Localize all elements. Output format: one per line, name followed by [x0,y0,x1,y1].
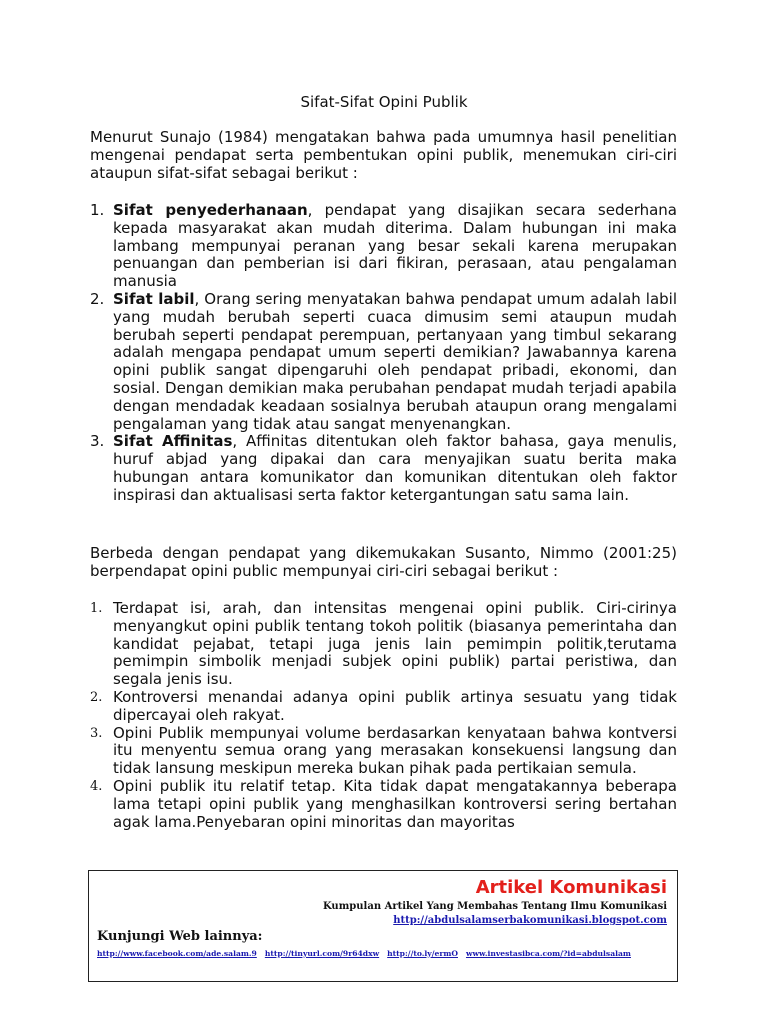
list-term: Sifat penyederhanaan [113,201,308,219]
footer-banner [88,870,678,982]
list-text: , pendapat yang disajikan secara sederhana kepada masyarakat akan mudah diterima. Dalam hubungan ini maka lambang mempunyai peranan yang besar sekali karena merupakan penuangan dan pemberian isi dari fikiran, perasaan, atau pengalaman manusia [113,201,677,291]
list-term: Sifat labil [113,289,195,308]
list-number: 3. [90,432,105,451]
list-text: , Orang sering menyatakan bahwa pendapat umum adalah labil yang mudah berubah seperti cuaca dimusim semi ataupun mudah berubah seperti pendapat perempuan, pertanyaan yang timbul sekarang adalah mengapa pendapat umum seperti demikian? Jawabannya karena opini publik sangat dipengaruhi oleh pendapat pribadi, ekonomi, dan sosial. Dengan demikian maka perubahan pendapat mudah terjadi apabila dengan mendadak keadaan sosialnya berubah ataupun orang mengalami pengalaman yang tidak atau sangat menyenangkan. [113,289,677,433]
list-item [90,291,677,433]
web-links [97,949,671,958]
list-item [90,689,677,725]
intro-paragraph: Menurut Sunajo (1984) mengatakan bahwa pada umumnya hasil penelitian mengenai pendapat serta pembentukan opini publik, menemukan ciri-ciri ataupun sifat-sifat sebagai berikut : [90,128,677,182]
page-title: Sifat-Sifat Opini Publik [300,93,468,111]
list-number: 1. [90,601,103,616]
traits-list-sunajo [90,202,677,505]
brand-tagline: Kumpulan Artikel Yang Membahas Tentang Ilmu Komunikasi [322,901,667,912]
brand-title: Artikel Komunikasi [475,877,667,898]
list-text: Kontroversi menandai adanya opini publik artinya sesuatu yang tidak dipercayai oleh rakyat. [113,687,677,724]
list-text: Opini publik itu relatif tetap. Kita tidak dapat mengatakannya beberapa lama tetapi opini publik yang menghasilkan kontroversi sering bertahan agak lama.Penyebaran opini minoritas dan mayoritas [113,776,677,831]
transition-paragraph: Berbeda dengan pendapat yang dikemukakan Susanto, Nimmo (2001:25) berpendapat opini public mempunyai ciri-ciri sebagai berikut : [90,544,677,580]
list-text: Opini Publik mempunyai volume berdasarkan kenyataan bahwa kontversi itu menyentu semua orang yang merasakan konsekuensi langsung dan tidak lansung meskipun mereka bukan pihak pada pertikaian semula. [113,723,677,778]
investasi-link[interactable]: www.investasibca.com/?id=abdulsalam [465,949,631,958]
list-item [90,600,677,689]
blog-link[interactable]: http://abdulsalamserbakomunikasi.blogspot.com [393,915,667,926]
list-item [90,778,677,831]
list-text: , Affinitas ditentukan oleh faktor bahasa, gaya menulis, huruf abjad yang dipakai dan cara menyajikan suatu berita maka hubungan antara komunikator dan komunikan ditentukan oleh faktor inspirasi dan aktualisasi serta faktor ketergantungan satu sama lain. [113,432,677,504]
list-item [90,725,677,778]
list-number: 3. [90,725,103,741]
list-number: 1. [90,201,105,219]
list-term: Sifat Affinitas [113,432,233,451]
visit-label: Kunjungi Web lainnya: [97,929,263,944]
list-number: 2. [90,289,105,308]
toly-link[interactable]: http://to.ly/ermO [387,949,458,958]
tinyurl-link[interactable]: http://tinyurl.com/9r64dxw [264,949,380,958]
list-number: 2. [90,689,103,705]
traits-list-nimmo [90,600,677,831]
list-text: Terdapat isi, arah, dan intensitas mengenai opini publik. Ciri-cirinya menyangkut opini publik tentang tokoh politik (biasanya pemerintaha dan kandidat pejabat, tetapi juga jenis lain pemimpin politik,terutama pemimpin simbolik menjadi subjek opini publik) partai peristiwa, dan segala jenis isu. [113,599,677,689]
facebook-link[interactable]: http://www.facebook.com/ade.salam.9 [97,949,257,958]
list-number: 4. [90,778,103,794]
list-item [90,433,677,504]
list-item [90,202,677,291]
